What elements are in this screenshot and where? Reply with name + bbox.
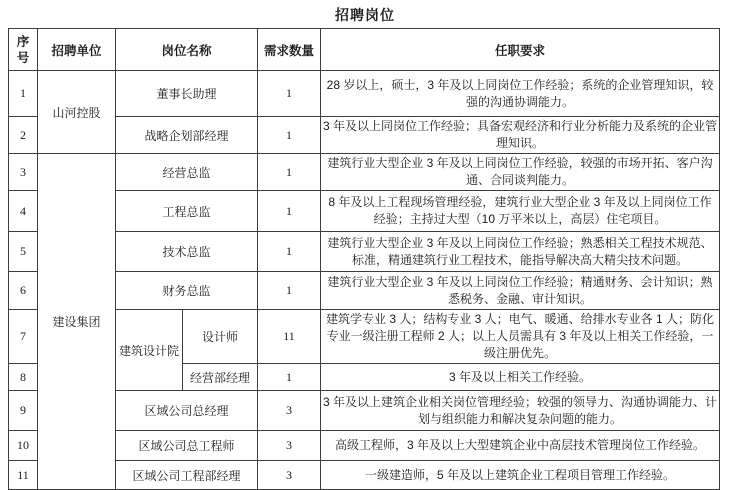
cell-position: 设计师 bbox=[183, 310, 258, 364]
cell-count: 1 bbox=[258, 232, 321, 272]
cell-serial: 9 bbox=[9, 391, 38, 431]
cell-requirements: 建筑行业大型企业 3 年及以上同岗位工作经验，较强的市场开拓、客户沟通、合同谈判能力。 bbox=[321, 154, 720, 191]
header-unit: 招聘单位 bbox=[38, 29, 116, 71]
cell-position: 工程总监 bbox=[116, 191, 258, 232]
cell-count: 3 bbox=[258, 431, 321, 461]
table-row bbox=[9, 232, 720, 272]
cell-requirements: 28 岁以上，硕士，3 年及以上同岗位工作经验；系统的企业管理知识，较强的沟通协调能力。 bbox=[321, 71, 720, 117]
cell-count: 3 bbox=[258, 391, 321, 431]
cell-requirements: 建筑行业大型企业 3 年及以上同岗位工作经验；熟悉相关工程技术规范、标准，精通建筑行业工程技术，能指导解决高大精尖技术问题。 bbox=[321, 232, 720, 272]
cell-position: 财务总监 bbox=[116, 272, 258, 310]
cell-serial: 8 bbox=[9, 364, 38, 391]
table-row bbox=[9, 272, 720, 310]
cell-count: 1 bbox=[258, 117, 321, 154]
cell-serial: 3 bbox=[9, 154, 38, 191]
cell-position: 董事长助理 bbox=[116, 71, 258, 117]
cell-position: 经营总监 bbox=[116, 154, 258, 191]
cell-requirements: 建筑行业大型企业 3 年及以上同岗位工作经验；精通财务、会计知识；熟悉税务、金融、审计知识。 bbox=[321, 272, 720, 310]
cell-requirements: 一级建造师，5 年及以上建筑企业工程项目管理工作经验。 bbox=[321, 461, 720, 490]
header-count: 需求数量 bbox=[258, 29, 321, 71]
header-serial-label: 序号 bbox=[16, 34, 30, 65]
table-row bbox=[9, 461, 720, 490]
cell-requirements: 3 年及以上建筑企业相关岗位管理经验；较强的领导力、沟通协调能力、计划与组织能力和解决复杂问题的能力。 bbox=[321, 391, 720, 431]
table-row bbox=[9, 310, 720, 364]
cell-serial: 7 bbox=[9, 310, 38, 364]
header-position: 岗位名称 bbox=[116, 29, 258, 71]
cell-count: 1 bbox=[258, 154, 321, 191]
table-row bbox=[9, 71, 720, 117]
cell-requirements: 8 年及以上工程现场管理经验，建筑行业大型企业 3 年及以上同岗位工作经验；主持过大型（10 万平米以上，高层）住宅项目。 bbox=[321, 191, 720, 232]
header-serial bbox=[9, 29, 38, 71]
cell-serial: 10 bbox=[9, 431, 38, 461]
cell-unit-shanhe: 山河控股 bbox=[38, 71, 116, 154]
cell-requirements: 3 年及以上相关工作经验。 bbox=[321, 364, 720, 391]
cell-count: 1 bbox=[258, 71, 321, 117]
table-row bbox=[9, 117, 720, 154]
cell-count: 1 bbox=[258, 364, 321, 391]
table-row bbox=[9, 391, 720, 431]
cell-unit-jianshe: 建设集团 bbox=[38, 154, 116, 490]
cell-count: 1 bbox=[258, 272, 321, 310]
cell-count: 11 bbox=[258, 310, 321, 364]
cell-serial: 6 bbox=[9, 272, 38, 310]
cell-requirements: 高级工程师，3 年及以上大型建筑企业中高层技术管理岗位工作经验。 bbox=[321, 431, 720, 461]
cell-subunit-design-institute: 建筑设计院 bbox=[116, 310, 183, 391]
cell-requirements: 建筑学专业 3 人；结构专业 3 人；电气、暖通、给排水专业各 1 人；防化专业一级注册工程师 2 人；以上人员需具有 3 年及以上相关工作经验，一级注册优先。 bbox=[321, 310, 720, 364]
cell-position: 区域公司总工程师 bbox=[116, 431, 258, 461]
cell-serial: 1 bbox=[9, 71, 38, 117]
cell-position: 区域公司总经理 bbox=[116, 391, 258, 431]
header-row bbox=[9, 29, 720, 71]
cell-serial: 4 bbox=[9, 191, 38, 232]
recruitment-table bbox=[8, 28, 720, 490]
cell-position: 技术总监 bbox=[116, 232, 258, 272]
cell-count: 1 bbox=[258, 191, 321, 232]
header-requirements: 任职要求 bbox=[321, 29, 720, 71]
table-row bbox=[9, 191, 720, 232]
page-title: 招聘岗位 bbox=[335, 7, 395, 23]
cell-position: 区域公司工程部经理 bbox=[116, 461, 258, 490]
cell-requirements: 3 年及以上同岗位工作经验；具备宏观经济和行业分析能力及系统的企业管理知识。 bbox=[321, 117, 720, 154]
cell-count: 3 bbox=[258, 461, 321, 490]
cell-serial: 11 bbox=[9, 461, 38, 490]
cell-position: 经营部经理 bbox=[183, 364, 258, 391]
cell-serial: 2 bbox=[9, 117, 38, 154]
cell-position: 战略企划部经理 bbox=[116, 117, 258, 154]
cell-serial: 5 bbox=[9, 232, 38, 272]
table-row bbox=[9, 431, 720, 461]
table-row bbox=[9, 154, 720, 191]
